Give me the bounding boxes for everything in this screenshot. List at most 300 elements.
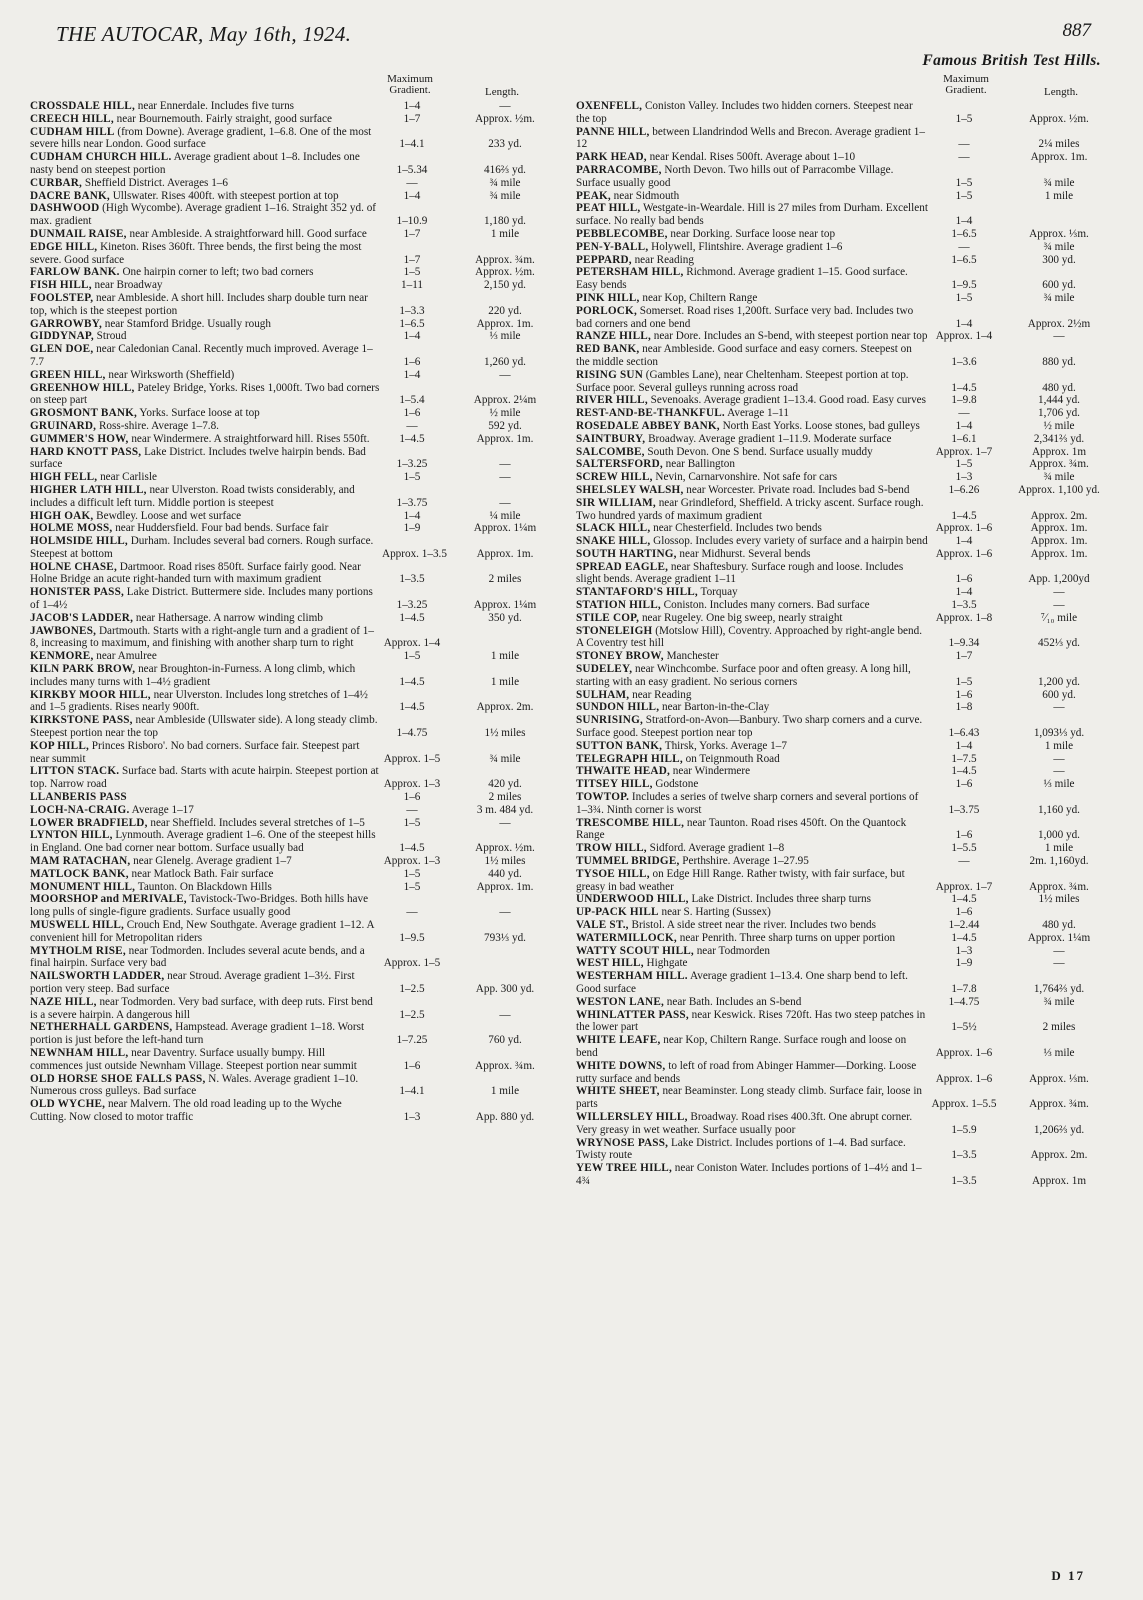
hill-length: Approx. ¾m. [1029,1098,1089,1111]
section-title: Famous British Test Hills. [922,52,1101,69]
hill-gradient: Approx. 1–3 [383,778,441,791]
hill-name: GARROWBY, [30,317,102,330]
hill-entry [576,586,1116,599]
hill-gradient: 1–3.5 [951,599,977,612]
hill-length: Approx. 1¼m [473,599,537,612]
hill-gradient: 1–7.5 [951,752,977,765]
hill-description: Lake District. Buttermere side. Includes many portions of 1–4½ [30,586,373,612]
hill-gradient: — [958,151,970,164]
hill-description: near Keswick. Rises 720ft. Has two steep patches in the lower part [576,1008,926,1034]
hill-entry [30,586,570,612]
hill-name: MUSWELL HILL, [30,919,124,931]
right-hill-list [576,100,1116,1188]
hill-name: HIGH FELL, [30,471,98,484]
hill-length: 1 mile [490,227,520,240]
hill-description: near Broadway [94,279,163,292]
hill-gradient: 1–5 [955,458,973,471]
hill-description: Tavistock-Two-Bridges. Both hills have long pulls of single-figure gradients. Surface usually good [30,893,369,919]
hill-length: ¾ mile [489,752,521,765]
hill-name: TRESCOMBE HILL, [576,816,685,829]
hill-gradient: Approx. 1–3.5 [382,547,447,560]
hill-description: near Malvern. The old road leading up to the Wyche Cutting. Now closed to motor traffic [30,1098,342,1123]
hill-name: TITSEY HILL, [576,778,653,791]
hill-length: 2 miles [488,573,522,586]
hill-length: 1,206⅔ yd. [1033,1123,1085,1136]
hill-entry [30,318,570,331]
hill-entry [30,1098,570,1124]
hill-entry [576,241,1116,254]
hill-description: Ullswater. Rises 400ft. with steepest portion at top [112,189,339,202]
hill-name: SUTTON BANK, [576,739,663,752]
hill-name: SPREAD EAGLE, [576,560,669,573]
hill-length: 452⅓ yd. [1038,637,1080,650]
hill-gradient: 1–3 [403,1110,421,1123]
hill-entry [30,561,570,587]
hill-length: 592 yd. [488,419,522,432]
hill-description: near Amulree [96,650,157,663]
hill-name: OLD WYCHE, [30,1098,106,1111]
hill-description: near Bath. Includes an S-bend [666,995,802,1008]
hill-description: on Edge Hill Range. Rather twisty, with fair surface, but greasy in bad weather [576,867,905,893]
hill-name: SALTERSFORD, [576,458,663,471]
hill-gradient: 1–4 [403,368,421,381]
hill-length: 420 yd. [488,778,522,791]
hill-description: One hairpin corner to left; two bad corners [122,266,314,279]
hill-gradient: 1–3.6 [951,355,977,368]
left-column [30,74,570,1124]
hill-length: 1½ miles [484,855,526,868]
hill-entry [576,458,1116,471]
hill-gradient: 1–9.34 [948,637,980,650]
hill-gradient: 1–6.1 [951,432,977,445]
hill-gradient: — [958,240,970,253]
hill-name: WRYNOSE PASS, [576,1136,669,1149]
hill-length: Approx. 1m. [1030,535,1088,548]
length-header: Length. [485,86,519,98]
hill-description: near Ambleside. A short hill. Includes sharp double turn near top, which is the steepest portion [30,291,368,317]
hill-length: 1 mile [490,675,520,688]
hill-name: HIGH OAK, [30,509,94,522]
hill-length: 480 yd. [1042,919,1076,931]
hill-entry [576,433,1116,446]
hill-name: FOOLSTEP, [30,291,94,304]
hill-description: Coniston. Includes many corners. Bad surface [663,599,870,612]
hill-name: WHITE LEAFE, [576,1034,661,1047]
hill-gradient: 1–3.5 [951,1149,977,1162]
hill-length: Approx. 1¼m [1027,931,1091,944]
hill-entry [576,471,1116,484]
hill-entry [576,100,1116,126]
hill-entry [576,970,1116,996]
hill-gradient: Approx. 1–4 [935,330,993,343]
length-header: Length. [1044,86,1078,98]
hill-name: SHELSLEY WALSH, [576,483,684,496]
hill-gradient: 1–5 [403,471,421,484]
hill-gradient: 1–4.5 [399,611,425,624]
hill-name: PEN-Y-BALL, [576,240,649,253]
hill-description: Bewdley. Loose and wet surface [96,509,242,522]
hill-entry [30,919,570,945]
hill-length: — [499,496,511,509]
hill-gradient: — [406,419,418,432]
hill-length: 600 yd. [1042,279,1076,292]
hill-description: near Stamford Bridge. Usually rough [104,317,271,330]
hill-length: — [1053,752,1065,765]
hill-name: KOP HILL, [30,739,89,752]
hill-length: 1 mile [490,1085,520,1098]
hill-gradient: 1–9.5 [399,931,425,944]
hill-length: — [499,471,511,484]
hill-name: PEAK, [576,189,611,202]
hill-entry [576,906,1116,919]
hill-entry [576,151,1116,164]
hill-name: CROSSDALE HILL, [30,100,135,112]
hill-name: LITTON STACK. [30,765,120,778]
hill-gradient: 1–6 [955,829,973,842]
hill-entry [576,305,1116,331]
hill-length: — [1053,765,1065,778]
hill-length: Approx. ¾m. [475,253,535,266]
hill-gradient: 1–5 [403,650,421,663]
hill-entry [30,190,570,203]
hill-name: CURBAR, [30,176,83,189]
hill-name: STATION HILL, [576,599,661,612]
hill-length: Approx. 1m. [1030,522,1088,535]
hill-gradient: Approx. 1–5.5 [931,1098,997,1111]
hill-name: WATERMILLOCK, [576,931,677,944]
left-hill-list [30,100,570,1124]
hill-name: HOLME MOSS, [30,522,113,535]
hill-description: Crouch End, New Southgate. Average gradient 1–12. A convenient hill for Metropolitan riders [30,919,374,944]
hill-length: 2¼ miles [1038,138,1080,151]
hill-description: near Barton-in-the-Clay [662,701,770,714]
hill-entry [30,420,570,433]
hill-gradient: 1–6.26 [948,483,980,496]
hill-gradient: Approx. 1–5 [383,752,441,765]
hill-name: MATLOCK BANK, [30,867,129,880]
hill-entry [576,1162,1116,1188]
hill-length: Approx. 1m. [476,547,534,560]
hill-description: Somerset. Road rises 1,200ft. Surface very bad. Includes two bad corners and one bend [576,304,914,330]
hill-gradient: 1–9.5 [951,279,977,292]
hill-length: ⅓ mile [1043,778,1075,791]
hill-length: Approx. ¾m. [1029,880,1089,893]
hill-length: 1,000 yd. [1038,829,1080,842]
hill-length: 1,180 yd. [484,215,526,228]
hill-name: LOWER BRADFIELD, [30,816,148,829]
hill-gradient: 1–6.5 [951,253,977,266]
hill-length: ¾ mile [489,176,521,189]
hill-description: near Huddersfield. Four bad bends. Surface fair [115,522,329,535]
publication-header: THE AUTOCAR, May 16th, 1924. [56,22,352,46]
hill-length: — [1053,586,1065,599]
hill-length: 1 mile [1044,842,1074,855]
hill-description: Average gradient 1–13.4. One sharp bend to left. Good surface [576,970,908,995]
hill-name: LYNTON HILL, [30,829,113,842]
hill-description: (Motslow Hill), Coventry. Approached by right-angle bend. A Coventry test hill [576,624,923,650]
hill-entry [30,829,570,855]
hill-name: WESTON LANE, [576,995,664,1008]
hill-gradient: 1–4 [955,586,973,599]
hill-gradient: 1–5.5 [951,842,977,855]
hill-description: Lake District. Includes twelve hairpin bends. Bad surface [30,445,366,471]
hill-description: (Gambles Lane), near Cheltenham. Steepest portion at top. Surface poor. Several gulleys running across road [576,368,909,394]
hill-length: ⅓ mile [1043,1046,1075,1059]
hill-description: Coniston Valley. Includes two hidden corners. Steepest near the top [576,100,913,125]
hill-name: UNDERWOOD HILL, [576,893,689,906]
hill-length: 1½ miles [1038,893,1080,906]
hill-entry [576,266,1116,292]
hill-name: CREECH HILL, [30,112,114,125]
hill-entry [576,548,1116,561]
hill-gradient: 1–7 [403,253,421,266]
hill-description: Lynmouth. Average gradient 1–6. One of the steepest hills in England. One bad corner near bottom. Surface usually bad [30,829,376,855]
hill-name: SLACK HILL, [576,522,651,535]
hill-length: 2,150 yd. [484,279,526,292]
hill-length: 600 yd. [1042,688,1076,701]
hill-description: between Llandrindod Wells and Brecon. Average gradient 1–12 [576,125,925,151]
hill-description: near Coniston Water. Includes portions of 1–4½ and 1–4¾ [576,1162,922,1187]
hill-name: EDGE HILL, [30,240,98,253]
hill-entry [30,612,570,625]
hill-name: SUNDON HILL, [576,701,660,714]
hill-gradient: 1–4.5 [399,432,425,445]
hill-name: CUDHAM HILL [30,125,115,138]
hill-length: ½ mile [1043,419,1075,432]
hill-name: PARK HEAD, [576,151,647,164]
hill-entry [30,151,570,177]
hill-entry [576,126,1116,152]
hill-description: Kineton. Rises 360ft. Three bends, the first being the most severe. Good surface [30,240,362,266]
hill-length: 1 mile [1044,189,1074,202]
hill-description: Stratford-on-Avon—Banbury. Two sharp corners and a curve. Surface good. Steepest portion near top [576,714,923,740]
hill-name: WESTERHAM HILL. [576,970,688,983]
hill-entry [576,1009,1116,1035]
hill-name: YEW TREE HILL, [576,1162,672,1175]
hill-name: HONISTER PASS, [30,586,124,599]
hill-description: Average gradient about 1–8. Includes one nasty bend on steepest portion [30,151,360,176]
hill-gradient: 1–7.25 [396,1034,428,1047]
hill-gradient: Approx. 1–6 [935,522,993,535]
hill-gradient: 1–7 [955,650,973,663]
hill-entry [30,471,570,484]
hill-entry [576,817,1116,843]
hill-description: Taunton. On Blackdown Hills [137,880,272,893]
hill-name: OXENFELL, [576,100,643,112]
hill-entry [576,1085,1116,1111]
hill-gradient: — [406,906,418,919]
hill-gradient: 1–5 [955,291,973,304]
hill-gradient: 1–4.5 [951,931,977,944]
hill-gradient: 1–11 [401,279,423,292]
hill-gradient: 1–9.8 [951,394,977,407]
hill-name: DUNMAIL RAISE, [30,227,127,240]
hill-gradient: — [958,407,970,420]
hill-description: near Worcester. Private road. Includes bad S-bend [686,483,910,496]
hill-gradient: Approx. 1–3 [383,855,441,868]
hill-gradient: 1–5½ [951,1021,977,1034]
hill-length: 2 miles [1042,1021,1076,1034]
hill-description: Broadway. Average gradient 1–11.9. Moderate surface [648,432,892,445]
hill-entry [576,612,1116,625]
hill-name: SULHAM, [576,688,630,701]
hill-name: FISH HILL, [30,279,92,292]
hill-entry [576,701,1116,714]
hill-entry [30,893,570,919]
hill-description: near Stroud. Average gradient 1–3½. First portion very steep. Bad surface [30,970,355,995]
hill-entry [30,855,570,868]
hill-gradient: Approx. 1–6 [935,1046,993,1059]
hill-length: 233 yd. [488,138,522,151]
hill-entry [576,420,1116,433]
hill-name: PEBBLECOMBE, [576,227,668,240]
hill-gradient: 1–4 [403,100,421,112]
hill-name: SUDELEY, [576,663,633,676]
hill-description: Hampstead. Average gradient 1–18. Worst portion is just before the left-hand turn [30,1021,365,1047]
hill-description: near Ambleside (Ullswater side). A long steady climb. Steepest portion near the top [30,714,378,740]
hill-length: App. 880 yd. [475,1110,535,1123]
hill-length: ½ mile [489,407,521,420]
hill-name: STONELEIGH [576,624,653,637]
hill-entry [30,126,570,152]
hill-gradient: 1–9 [403,522,421,535]
hill-entry [576,753,1116,766]
hill-length: 880 yd. [1042,355,1076,368]
hill-entry [576,1111,1116,1137]
hill-entry [30,266,570,279]
hill-description: near Todmorden. Includes several acute bends, and a final hairpin. Surface very bad [30,944,365,970]
page-number: 887 [1062,20,1091,41]
hill-gradient: 1–3.25 [396,458,428,471]
hill-description: Lake District. Includes three sharp turns [691,893,872,906]
hill-name: KIRKBY MOOR HILL, [30,688,151,701]
hill-description: Sidford. Average gradient 1–8 [649,842,785,855]
hill-name: MAM RATACHAN, [30,855,131,868]
hill-description: Durham. Includes several bad corners. Rough surface. Steepest at bottom [30,535,374,560]
hill-description: North Devon. Two hills out of Parracombe Village. Surface usually good [576,163,894,189]
hill-name: JAWBONES, [30,624,97,637]
hill-description: Highgate [646,957,688,970]
hill-name: TUMMEL BRIDGE, [576,855,680,868]
hill-entry [576,893,1116,906]
hill-entry [576,945,1116,958]
hill-length: 2,341⅔ yd. [1033,432,1085,445]
hill-gradient: Approx. 1–4 [383,637,441,650]
hill-name: GRUINARD, [30,419,97,432]
hill-gradient: 1–6 [403,407,421,420]
hill-entry [576,650,1116,663]
hill-name: PORLOCK, [576,304,637,317]
hill-entry [30,407,570,420]
hill-gradient: 1–6 [955,573,973,586]
hill-length: 480 yd. [1042,381,1076,394]
hill-description: N. Wales. Average gradient 1–10. Numerous cross gulleys. Bad surface [30,1072,359,1098]
hill-entry [576,663,1116,689]
hill-entry [30,369,570,382]
hill-length: ¼ mile [489,509,521,522]
hill-description: Holywell, Flintshire. Average gradient 1–6 [651,240,843,253]
hill-description: near Daventry. Surface usually bumpy. Hill commences just outside Newnham Village. Steepest portion near summit [30,1046,357,1072]
hill-length: 220 yd. [488,304,522,317]
hill-entry [576,919,1116,932]
hill-gradient: — [406,803,418,816]
hill-entry [576,778,1116,791]
hill-description: Sheffield District. Averages 1–6 [84,176,228,189]
hill-name: LOCH-NA-CRAIG. [30,803,130,816]
hill-entry [30,100,570,113]
hill-name: SNAKE HILL, [576,535,651,548]
hill-description: Surface bad. Starts with acute hairpin. Steepest portion at top. Narrow road [30,765,379,791]
hill-length: 416⅔ yd. [484,163,526,176]
hill-name: MYTHOLM RISE, [30,944,126,957]
hill-length: ¾ mile [1043,471,1075,484]
hill-name: PANNE HILL, [576,125,650,138]
hill-name: UP-PACK HILL [576,906,659,919]
hill-length: 1,444 yd. [1038,394,1080,407]
hill-entry [30,522,570,535]
hill-name: TROW HILL, [576,842,647,855]
hill-description: near Ulverston. Road twists considerably, and includes a difficult left turn. Middle portion is steepest [30,483,355,509]
hill-name: KENMORE, [30,650,94,663]
hill-entry [576,292,1116,305]
right-column [576,74,1116,1188]
hill-gradient: 1–4 [403,509,421,522]
hill-entry [30,650,570,663]
hill-name: GREENHOW HILL, [30,381,135,394]
hill-gradient: Approx. 1–7 [935,445,993,458]
hill-entry [576,394,1116,407]
hill-entry [30,446,570,472]
hill-length: — [499,1008,511,1021]
hill-gradient: 1–5.9 [951,1123,977,1136]
hill-entry [576,561,1116,587]
hill-description: Stroud [96,330,127,343]
hill-gradient: 1–6 [403,791,421,804]
hill-description: near Caledonian Canal. Recently much improved. Average 1–7.7 [30,343,373,368]
hill-entry [30,714,570,740]
hill-name: NEWNHAM HILL, [30,1046,129,1059]
hill-description: Average 1–17 [131,803,194,816]
hill-entry [576,1060,1116,1086]
hill-gradient: 1–4 [955,215,973,228]
hill-length: — [1053,599,1065,612]
hill-name: SAINTBURY, [576,432,646,445]
hill-length: 350 yd. [488,611,522,624]
hill-gradient: 1–6 [955,778,973,791]
hill-entry [576,330,1116,343]
hill-length: ⁷⁄₁₀ mile [1040,611,1078,624]
hill-length: — [1053,944,1065,957]
hill-description: near Ballington [665,458,735,471]
hill-name: STILE COP, [576,611,640,624]
hill-entry [576,343,1116,369]
hill-gradient: 1–4.75 [948,995,980,1008]
hill-name: MONUMENT HILL, [30,880,136,893]
hill-gradient: 1–5 [955,112,973,125]
hill-description: South Devon. One S bend. Surface usually muddy [647,445,873,458]
hill-length: 300 yd. [1042,253,1076,266]
hill-entry [576,369,1116,395]
hill-gradient: 1–6 [403,1059,421,1072]
hill-entry [30,765,570,791]
hill-length: Approx. 2m. [1030,1149,1088,1162]
hill-name: SUNRISING, [576,714,643,727]
hill-name: CUDHAM CHURCH HILL. [30,151,172,164]
hill-description: near Kendal. Rises 500ft. Average about 1–10 [649,151,856,164]
hill-entry [30,945,570,971]
hill-gradient: 1–5.34 [396,163,428,176]
hill-entry [576,932,1116,945]
